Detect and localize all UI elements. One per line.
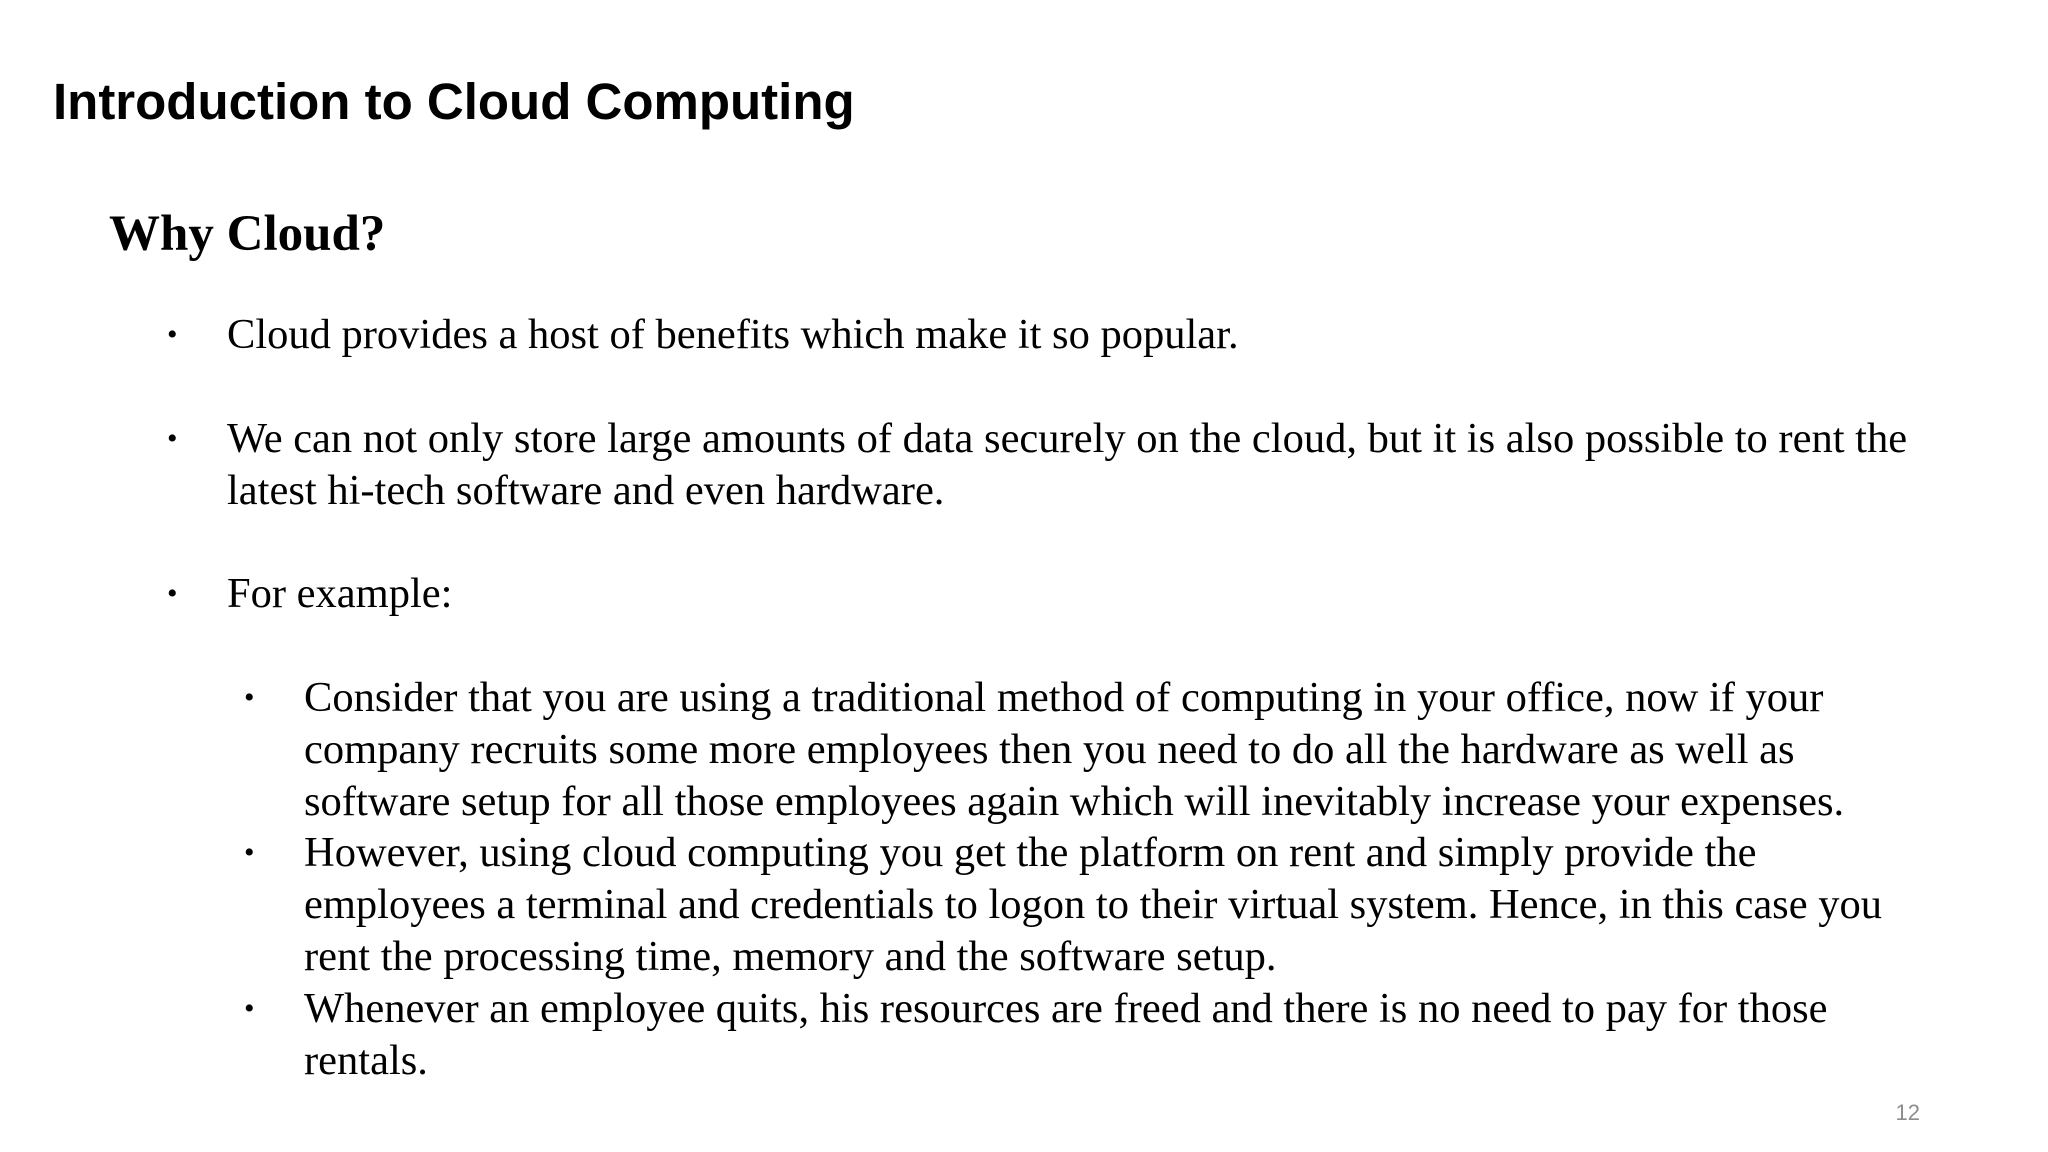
sub-bullet-item: [244, 983, 1924, 1087]
bullet-marker: •: [244, 836, 255, 869]
bullet-item: [167, 568, 1947, 620]
bullet-marker: •: [167, 318, 178, 351]
page-number: 12: [1895, 1100, 1920, 1125]
bullet-item: [167, 413, 1947, 517]
sub-bullet-text: Whenever an employee quits, his resources are freed and there is no need to pay for those rentals.: [304, 985, 1828, 1084]
slide-title: Introduction to Cloud Computing: [53, 73, 855, 130]
bullet-text: We can not only store large amounts of data securely on the cloud, but it is also possible to rent the latest hi-tech software and even hardware.: [227, 415, 1908, 514]
bullet-marker: •: [244, 681, 255, 714]
bullet-marker: •: [167, 422, 178, 455]
section-heading: Why Cloud?: [109, 206, 386, 262]
sub-bullet-item: [244, 672, 1924, 828]
bullet-marker: •: [167, 577, 178, 610]
bullet-marker: •: [244, 992, 255, 1025]
sub-bullet-item: [244, 827, 1924, 983]
bullet-text: Cloud provides a host of benefits which make it so popular.: [227, 311, 1239, 358]
bullet-text: For example:: [227, 570, 453, 617]
bullet-item: [167, 309, 1947, 361]
sub-bullet-text: Consider that you are using a traditional method of computing in your office, now if your company recruits some more employees then you need to do all the hardware as well as software setup for all those employees again which will inevitably increase your expenses.: [304, 674, 1845, 825]
sub-bullet-text: However, using cloud computing you get the platform on rent and simply provide the employees a terminal and credentials to logon to their virtual system. Hence, in this case you rent the processing time, memory and the software setup.: [304, 829, 1882, 980]
